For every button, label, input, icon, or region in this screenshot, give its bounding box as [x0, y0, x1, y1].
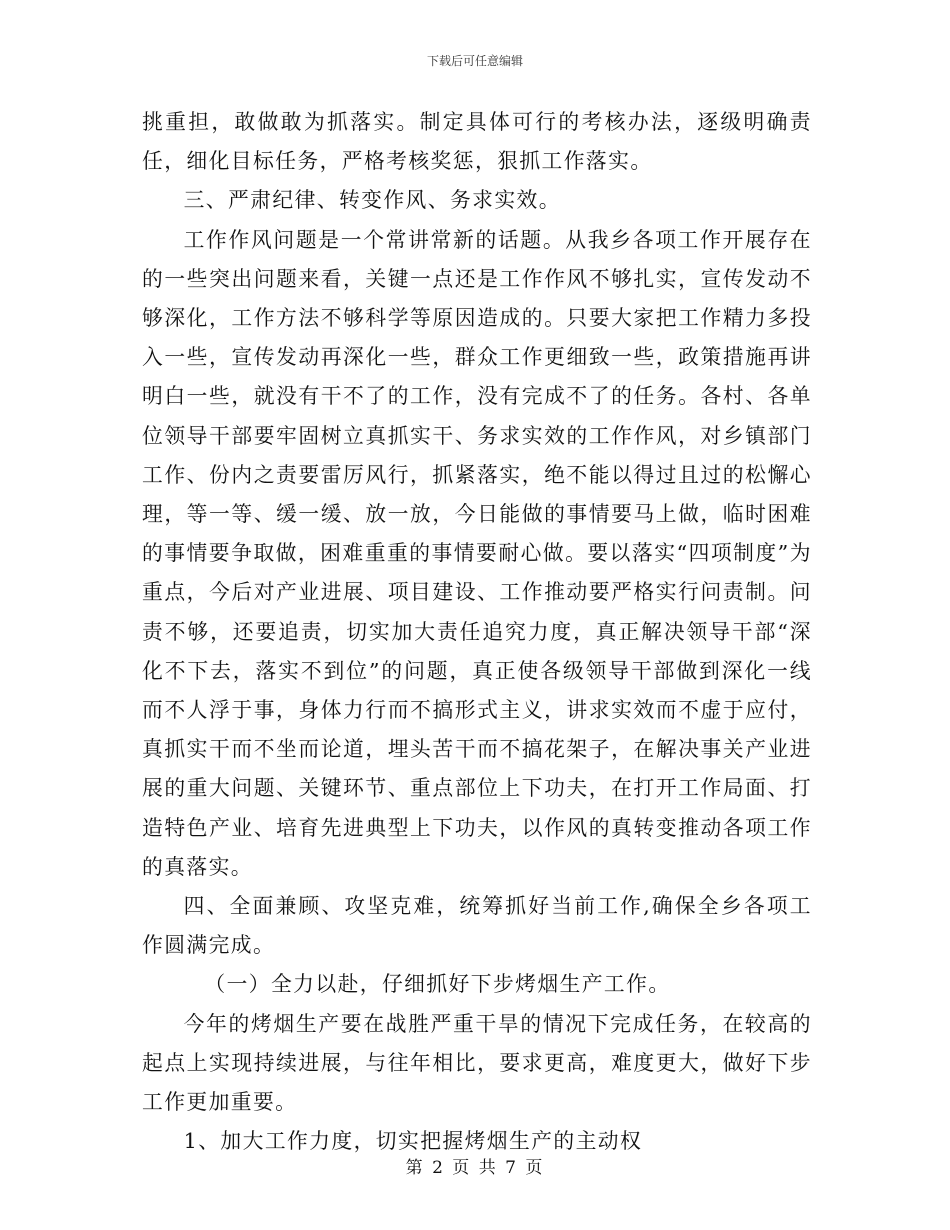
- list-item-heading-1: 1、加大工作力度，切实把握烤烟生产的主动权: [183, 1129, 643, 1154]
- section-heading-three: 三、严肃纪律、转变作风、务求实效。: [183, 188, 561, 213]
- subsection-heading-one: （一）全力以赴，仔细抓好下步烤烟生产工作。: [204, 972, 671, 997]
- paragraph-continuation: 挑重担，敢做敢为抓落实。制定具体可行的考核办法，逐级明确责任，细化目标任务，严格考核奖惩，狠抓工作落实。: [142, 110, 812, 174]
- document-body: [142, 103, 812, 1161]
- paragraph-work-style: 工作作风问题是一个常讲常新的话题。从我乡各项工作开展存在的一些突出问题来看，关键一点还是工作作风不够扎实，宣传发动不够深化，工作方法不够科学等原因造成的。只要大家把工作精力多投入一些，宣传发动再深化一些，群众工作更细致一些，政策措施再讲明白一些，就没有干不了的工作，没有完成不了的任务。各村、各单位领导干部要牢固树立真抓实干、务求实效的工作作风，对乡镇部门工作、份内之责要雷厉风行，抓紧落实，绝不能以得过且过的松懈心理，等一等、缓一缓、放一放，今日能做的事情要马上做，临时困难的事情要争取做，困难重重的事情要耐心做。要以落实“四项制度”为重点，今后对产业进展、项目建设、工作推动要严格实行问责制。问责不够，还要追责，切实加大责任追究力度，真正解决领导干部“深化不下去，落实不到位”的问题，真正使各级领导干部做到深化一线而不人浮于事，身体力行而不搞形式主义，讲求实效而不虚于应付，真抓实干而不坐而论道，埋头苦干而不搞花架子，在解决事关产业进展的重大问题、关键环节、重点部位上下功夫，在打开工作局面、打造特色产业、培育先进典型上下功夫，以作风的真转变推动各项工作的真落实。: [142, 227, 812, 879]
- section-heading-four: 四、全面兼顾、攻坚克难，统筹抓好当前工作,确保全乡各项工作圆满完成。: [142, 894, 812, 958]
- page-header: 下载后可任意编辑: [426, 54, 523, 68]
- page-number-footer: 第 2 页 共 7 页: [405, 1158, 545, 1178]
- paragraph-tobacco-production: 今年的烤烟生产要在战胜严重干旱的情况下完成任务，在较高的起点上实现持续进展，与往年相比，要求更高，难度更大，做好下步工作更加重要。: [142, 1011, 812, 1115]
